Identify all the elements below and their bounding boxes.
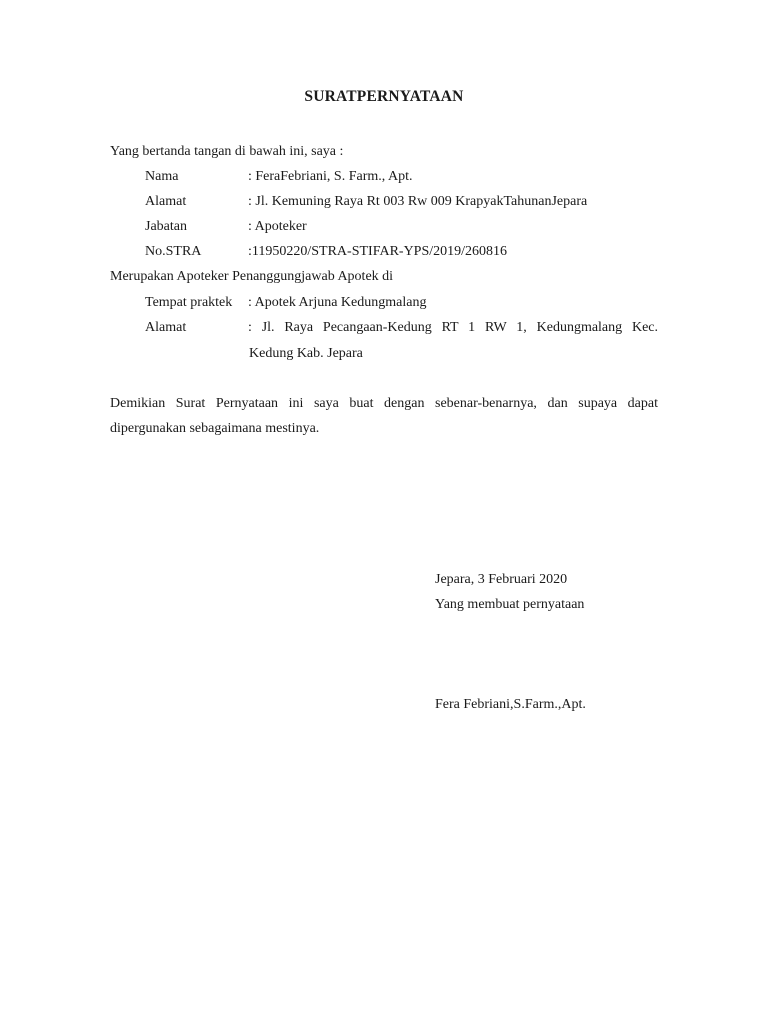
jabatan-value: : Apoteker — [248, 219, 307, 234]
stra-value: :11950220/STRA-STIFAR-YPS/2019/260816 — [248, 244, 508, 259]
signature-place-date: Jepara, 3 Februari 2020 — [435, 572, 568, 587]
tempat-praktek-value: : Apotek Arjuna Kedungmalang — [248, 295, 427, 310]
jabatan-label: Jabatan — [145, 219, 187, 234]
pharmacy-alamat-value-line2: Kedung Kab. Jepara — [249, 346, 363, 361]
alamat-value: : Jl. Kemuning Raya Rt 003 Rw 009 KrapyakTahunanJepara — [248, 194, 588, 209]
tempat-praktek-label: Tempat praktek — [145, 295, 233, 310]
signature-name: Fera Febriani,S.Farm.,Apt. — [435, 697, 586, 712]
document-title: SURATPERNYATAAN — [304, 88, 464, 105]
signature-maker-label: Yang membuat pernyataan — [435, 597, 585, 612]
nama-value: : FeraFebriani, S. Farm., Apt. — [248, 169, 413, 184]
stra-label: No.STRA — [145, 244, 202, 259]
closing-paragraph-line2: dipergunakan sebagaimana mestinya. — [110, 421, 320, 436]
alamat-label: Alamat — [145, 194, 187, 209]
intro-text: Yang bertanda tangan di bawah ini, saya : — [110, 144, 344, 159]
nama-label: Nama — [145, 169, 179, 184]
closing-paragraph-line1: Demikian Surat Pernyataan ini saya buat dengan sebenar-benarnya, dan supaya dapat — [110, 396, 658, 411]
role-statement: Merupakan Apoteker Penanggungjawab Apotek di — [110, 269, 394, 284]
pharmacy-alamat-label: Alamat — [145, 320, 187, 335]
pharmacy-alamat-value-line1: : Jl. Raya Pecangaan-Kedung RT 1 RW 1, Kedungmalang Kec. — [248, 320, 658, 335]
